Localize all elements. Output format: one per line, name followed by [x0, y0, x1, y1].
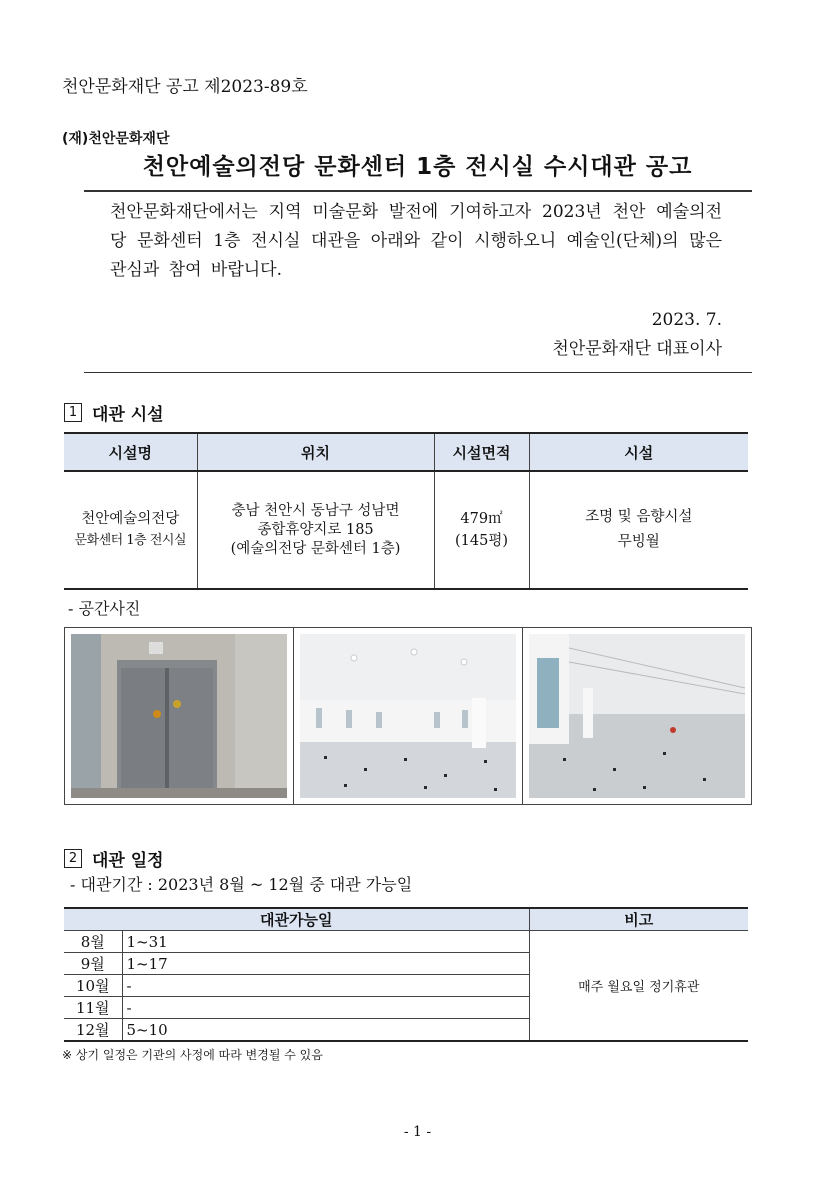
section-number: 2 [64, 849, 82, 868]
section-title: 대관 시설 [92, 405, 164, 425]
rental-period: - 대관기간 : 2023년 8월 ~ 12월 중 대관 가능일 [70, 875, 413, 894]
photo-entrance-door [65, 628, 294, 804]
photo-hall-view-1 [294, 628, 523, 804]
cell-line: 천안예술의전당 [81, 511, 180, 527]
area-cell [434, 471, 529, 589]
photo-hall-view-2 [523, 628, 751, 804]
column-header: 비고 [529, 908, 748, 931]
month-cell: 10월 [64, 975, 122, 997]
section-1-heading [64, 400, 164, 425]
cell-line: (예술의전당 문화센터 1층) [230, 540, 401, 557]
column-header: 시설명 [64, 433, 197, 471]
cell-line: 조명 및 음향시설 [585, 509, 693, 525]
cell-line: 479㎡ [460, 511, 503, 527]
section-2-heading [64, 846, 164, 871]
cell-line: 무빙월 [617, 534, 660, 550]
table-header-row [64, 908, 748, 931]
days-cell: - [122, 975, 529, 997]
days-cell: 1~31 [122, 931, 529, 953]
column-header: 위치 [197, 433, 434, 471]
document-title: 천안예술의전당 문화센터 1층 전시실 수시대관 공고 [142, 154, 693, 180]
table-row [64, 931, 748, 953]
organization-label: (재)천안문화재단 [62, 131, 170, 147]
days-cell: 5~10 [122, 1019, 529, 1042]
intro-divider [84, 372, 752, 373]
cell-line: (145평) [455, 533, 508, 549]
column-header: 시설면적 [434, 433, 529, 471]
cell-line: 충남 천안시 동남구 성남면 [231, 502, 400, 519]
section-number: 1 [64, 403, 82, 422]
schedule-table [64, 907, 748, 1042]
month-cell: 8월 [64, 931, 122, 953]
signer: 천안문화재단 대표이사 [552, 339, 722, 359]
table-header-row [64, 433, 748, 471]
facilities-cell [529, 471, 748, 589]
space-photos [64, 627, 752, 805]
month-cell: 12월 [64, 1019, 122, 1042]
cell-line: 문화센터 1층 전시실 [74, 533, 186, 548]
page-number: - 1 - [403, 1124, 432, 1140]
location-cell [197, 471, 434, 589]
cell-line: 종합휴양지로 185 [257, 521, 374, 538]
section-title: 대관 일정 [92, 851, 164, 871]
notice-date: 2023. 7. [651, 310, 722, 330]
month-cell: 11월 [64, 997, 122, 1019]
facility-table [64, 432, 748, 590]
space-photos-label: - 공간사진 [68, 599, 141, 618]
table-row [64, 471, 748, 589]
notice-number: 천안문화재단 공고 제2023-89호 [62, 77, 308, 97]
remark-cell: 매주 월요일 정기휴관 [529, 931, 748, 1042]
month-cell: 9월 [64, 953, 122, 975]
column-header: 시설 [529, 433, 748, 471]
schedule-footnote: ※ 상기 일정은 기관의 사정에 따라 변경될 수 있음 [62, 1048, 323, 1062]
column-header: 대관가능일 [64, 908, 529, 931]
days-cell: - [122, 997, 529, 1019]
title-divider [84, 190, 752, 192]
intro-paragraph: 천안문화재단에서는 지역 미술문화 발전에 기여하고자 2023년 천안 예술의전당 문화센터 1층 전시실 대관을 아래와 같이 시행하오니 예술인(단체)의 많은 관심과 참여 바랍니다. [110, 202, 722, 280]
days-cell: 1~17 [122, 953, 529, 975]
facility-name-cell [64, 471, 197, 589]
